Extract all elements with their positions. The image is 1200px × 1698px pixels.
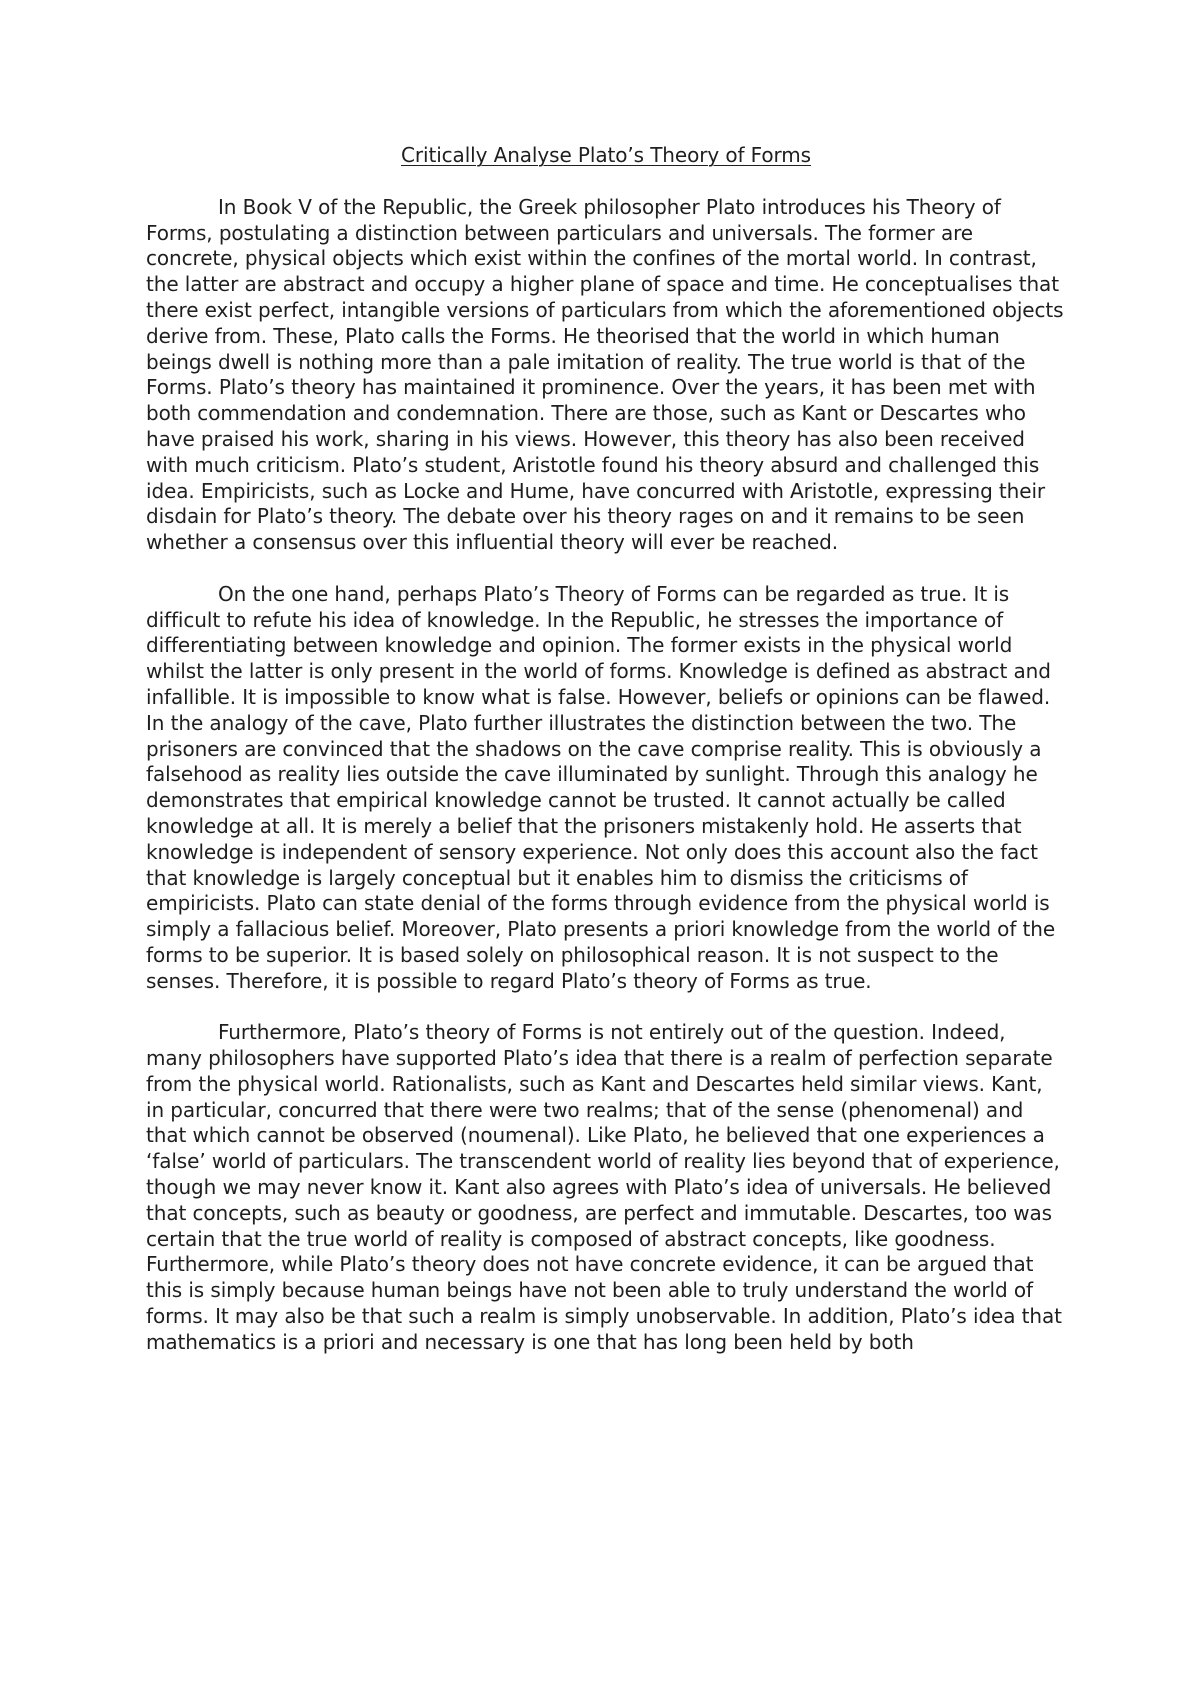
paragraph-3: Furthermore, Plato’s theory of Forms is not entirely out of the question. Indeed, many philosophers have supported Plato’s idea that there is a realm of perfection separate from the physical world. Rationalists, such as Kant and Descartes held similar views. Kant, in particular, concurred that there were two realms; that of the sense (phenomenal) and that which cannot be observed (noumenal). Like Plato, he believed that one experiences a ‘false’ world of particulars. The transcendent world of reality lies beyond that of experience, though we may never know it. Kant also agrees with Plato’s idea of universals. He believed that concepts, such as beauty or goodness, are perfect and immutable. Descartes, too was certain that the true world of reality is composed of abstract concepts, like goodness. Furthermore, while Plato’s theory does not have concrete evidence, it can be argued that this is simply because human beings have not been able to truly understand the world of forms. It may also be that such a realm is simply unobservable. In addition, Plato’s idea that mathematics is a priori and necessary is one that has long been held by both [146, 1020, 1062, 1354]
document-body [146, 143, 1066, 1356]
paragraph-2: On the one hand, perhaps Plato’s Theory of Forms can be regarded as true. It is difficult to refute his idea of knowledge. In the Republic, he stresses the importance of differentiating between knowledge and opinion. The former exists in the physical world whilst the latter is only present in the world of forms. Knowledge is defined as abstract and infallible. It is impossible to know what is false. However, beliefs or opinions can be flawed. In the analogy of the cave, Plato further illustrates the distinction between the two. The prisoners are convinced that the shadows on the cave comprise reality. This is obviously a falsehood as reality lies outside the cave illuminated by sunlight. Through this analogy he demonstrates that empirical knowledge cannot be trusted. It cannot actually be called knowledge at all. It is merely a belief that the prisoners mistakenly hold. He asserts that knowledge is independent of sensory experience. Not only does this account also the fact that knowledge is largely conceptual but it enables him to dismiss the criticisms of empiricists. Plato can state denial of the forms through evidence from the physical world is simply a fallacious belief. Moreover, Plato presents a priori knowledge from the world of the forms to be superior. It is based solely on philosophical reason. It is not suspect to the senses. Therefore, it is possible to regard Plato’s theory of Forms as true. [146, 581, 1056, 993]
paragraph-1: In Book V of the Republic, the Greek philosopher Plato introduces his Theory of Forms, postulating a distinction between particulars and universals. The former are concrete, physical objects which exist within the confines of the mortal world. In contrast, the latter are abstract and occupy a higher plane of space and time. He conceptualises that there exist perfect, intangible versions of particulars from which the aforementioned objects derive from. These, Plato calls the Forms. He theorised that the world in which human beings dwell is nothing more than a pale imitation of reality. The true world is that of the Forms. Plato’s theory has maintained it prominence. Over the years, it has been met with both commendation and condemnation. There are those, such as Kant or Descartes who have praised his work, sharing in his views. However, this theory has also been received with much criticism. Plato’s student, Aristotle found his theory absurd and challenged this idea. Empiricists, such as Locke and Hume, have concurred with Aristotle, expressing their disdain for Plato’s theory. The debate over his theory rages on and it remains to be seen whether a consensus over this influential theory will ever be reached. [146, 194, 1064, 555]
document-title: Critically Analyse Plato’s Theory of Forms [401, 143, 811, 167]
